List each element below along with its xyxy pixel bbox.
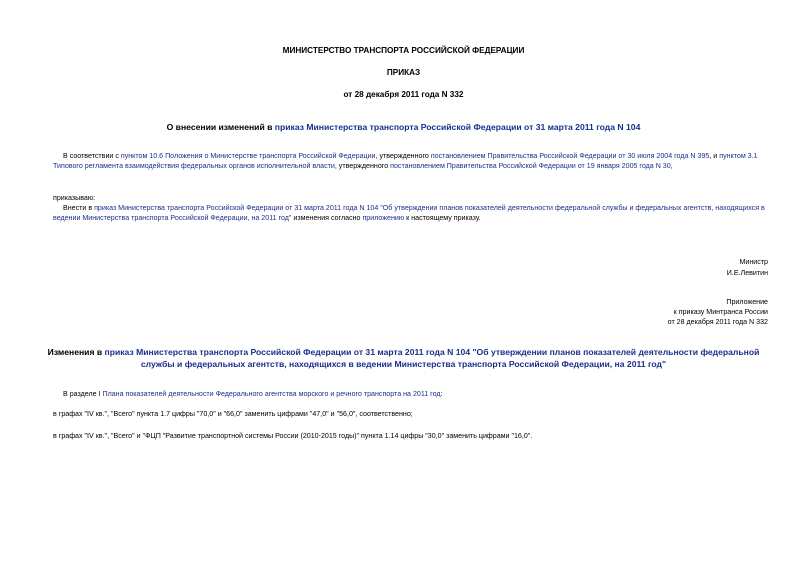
date-number-heading: от 28 декабря 2011 года N 332	[343, 90, 464, 99]
appendix-title-link[interactable]: приказ Министерства транспорта Российской Федерации от 31 марта 2011 года N 104 "Об утверждении планов показателей деятельности федеральной службы и федеральных агентств, находящихся в ведении Министерства транспорта Российской Федерации, на 2011 год"	[104, 347, 760, 369]
preamble-text-5: ,	[670, 162, 673, 170]
preamble-link-decree-395[interactable]: постановлением Правительства Российской Федерации от 30 июля 2004 года N 395	[430, 152, 710, 160]
preamble-paragraph	[53, 151, 768, 171]
preamble-text-3: , и	[709, 152, 720, 160]
changes-text-2: :	[440, 390, 443, 398]
preamble-link-typical-regulation[interactable]: пунктом 3.1 Типового регламента взаимодействия федеральных органов исполнительной власти	[53, 152, 758, 170]
preamble-text-2: , утвержденного	[375, 152, 431, 160]
order-intro: приказываю:	[53, 194, 96, 202]
order-text-3: к настоящему приказу.	[404, 214, 481, 222]
order-text-2: изменения согласно	[291, 214, 363, 222]
appendix-reference: к приказу Минтранса России	[673, 308, 768, 316]
changes-item-1-14: в графах "IV кв.", "Всего" и "ФЦП "Развитие транспортной системы России (2010-2015 годы)" пункта 1.14 цифры "30,0" заменить цифрами "16,0".	[53, 432, 533, 440]
appendix-title-prefix: Изменения в	[47, 347, 105, 357]
changes-item-1-7: в графах "IV кв.", "Всего" пункта 1.7 цифры "70,0" и "66,0" заменить цифрами "47,0" и "56,0", соответственно;	[53, 410, 413, 418]
order-link-order-104[interactable]: приказ Министерства транспорта Российской Федерации от 31 марта 2011 года N 104 "Об утверждении планов показателей деятельности федеральной службы и федеральных агентств, находящихся в ведении Министерства транспорта Российской Федерации, на 2011 год"	[53, 204, 765, 222]
order-link-appendix[interactable]: приложению	[362, 214, 405, 222]
signature-position: Министр	[739, 258, 768, 266]
preamble-text-4: , утвержденного	[334, 162, 391, 170]
doc-type-heading: ПРИКАЗ	[386, 68, 421, 77]
preamble-text-1: В соответствии с	[63, 152, 121, 160]
appendix-title	[40, 346, 767, 370]
appendix-date: от 28 декабря 2011 года N 332	[667, 318, 768, 326]
signature-name: И.Е.Левитин	[726, 269, 768, 277]
ministry-heading: МИНИСТЕРСТВО ТРАНСПОРТА РОССИЙСКОЙ ФЕДЕРАЦИИ	[282, 46, 525, 55]
preamble-link-decree-30[interactable]: постановлением Правительства Российской Федерации от 19 января 2005 года N 30	[390, 162, 671, 170]
preamble-link-regulation[interactable]: пунктом 10.6 Положения о Министерстве транспорта Российской Федерации	[120, 152, 376, 160]
order-title-prefix: О внесении изменений в	[166, 122, 275, 132]
changes-section-intro	[53, 389, 768, 399]
order-title	[0, 122, 807, 132]
changes-text-1: В разделе I	[63, 390, 103, 398]
changes-link-plan[interactable]: Плана показателей деятельности Федерального агентства морского и речного транспорта на 2011 год	[102, 390, 441, 398]
order-title-link[interactable]: приказ Министерства транспорта Российской Федерации от 31 марта 2011 года N 104	[274, 122, 641, 132]
appendix-label: Приложение	[726, 298, 768, 306]
order-text-1: Внести в	[63, 204, 95, 212]
order-paragraph	[53, 203, 768, 223]
